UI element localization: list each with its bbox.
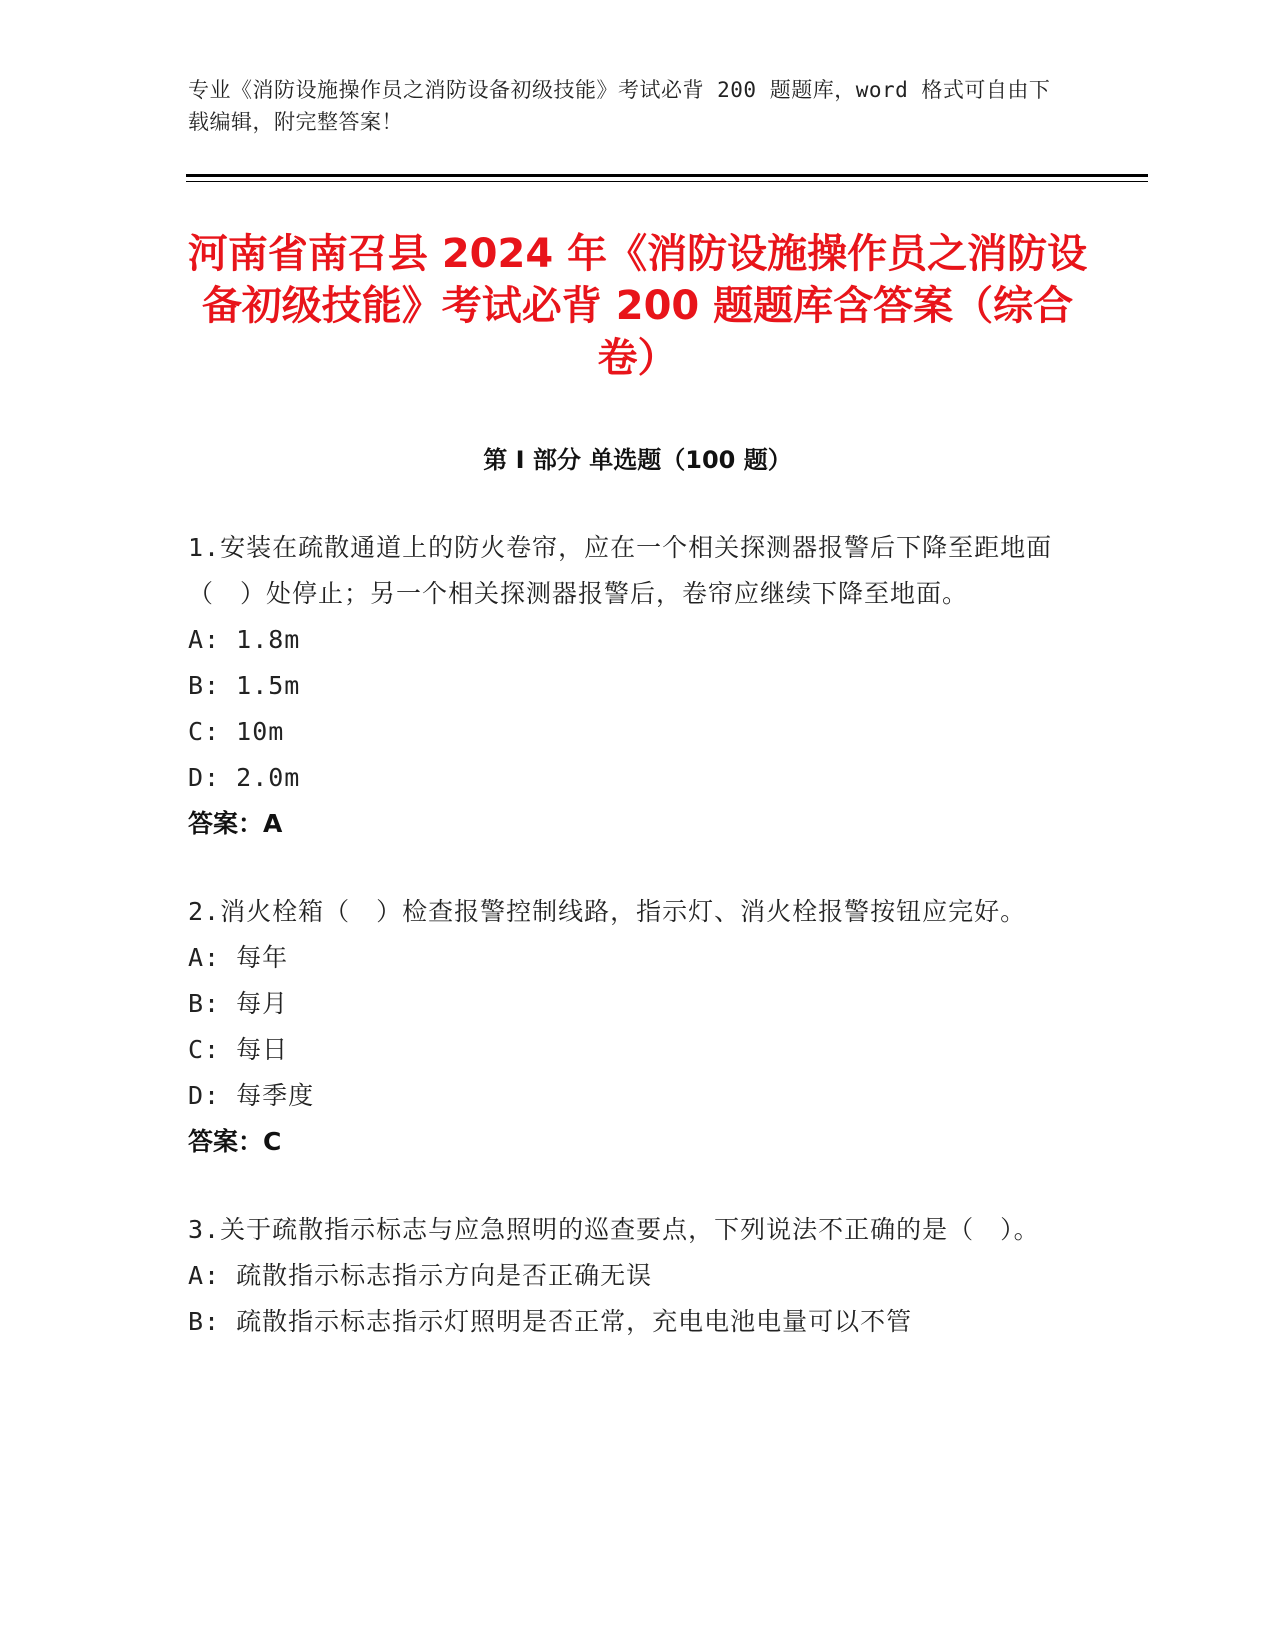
question-option: B: 疏散指示标志指示灯照明是否正常，充电电池电量可以不管 — [188, 1307, 913, 1336]
question-item — [188, 889, 1068, 1165]
question-answer: 答案：C — [188, 1127, 282, 1156]
question-item — [188, 525, 1068, 847]
header-divider-thick — [186, 174, 1148, 177]
document-title: 河南省南召县 2024 年《消防设施操作员之消防设备初级技能》考试必背 200 题题库含答案（综合卷） — [187, 231, 1088, 381]
header-divider-thin — [186, 181, 1148, 182]
question-option: A: 疏散指示标志指示方向是否正确无误 — [188, 1261, 653, 1290]
question-text: 2.消火栓箱（ ）检查报警控制线路，指示灯、消火栓报警按钮应完好。 — [188, 897, 1027, 926]
question-option: C: 10m — [188, 717, 285, 746]
question-option: A: 每年 — [188, 943, 289, 972]
section-title: 第 I 部分 单选题（100 题） — [483, 446, 792, 474]
question-answer: 答案：A — [188, 809, 283, 838]
question-option: D: 2.0m — [188, 763, 301, 792]
question-text: 3.关于疏散指示标志与应急照明的巡查要点，下列说法不正确的是（ ）。 — [188, 1215, 1040, 1244]
question-option: D: 每季度 — [188, 1081, 315, 1110]
question-item — [188, 1207, 1068, 1345]
question-option: A: 1.8m — [188, 625, 301, 654]
question-text: 1.安装在疏散通道上的防火卷帘，应在一个相关探测器报警后下降至距地面（ ）处停止；另一个相关探测器报警后，卷帘应继续下降至地面。 — [188, 533, 1053, 608]
question-option: C: 每日 — [188, 1035, 289, 1064]
question-option: B: 每月 — [188, 989, 289, 1018]
question-option: B: 1.5m — [188, 671, 301, 700]
header-note: 专业《消防设施操作员之消防设备初级技能》考试必背 200 题题库，word 格式可自由下载编辑，附完整答案！ — [188, 78, 1051, 134]
question-list — [188, 525, 1068, 1387]
